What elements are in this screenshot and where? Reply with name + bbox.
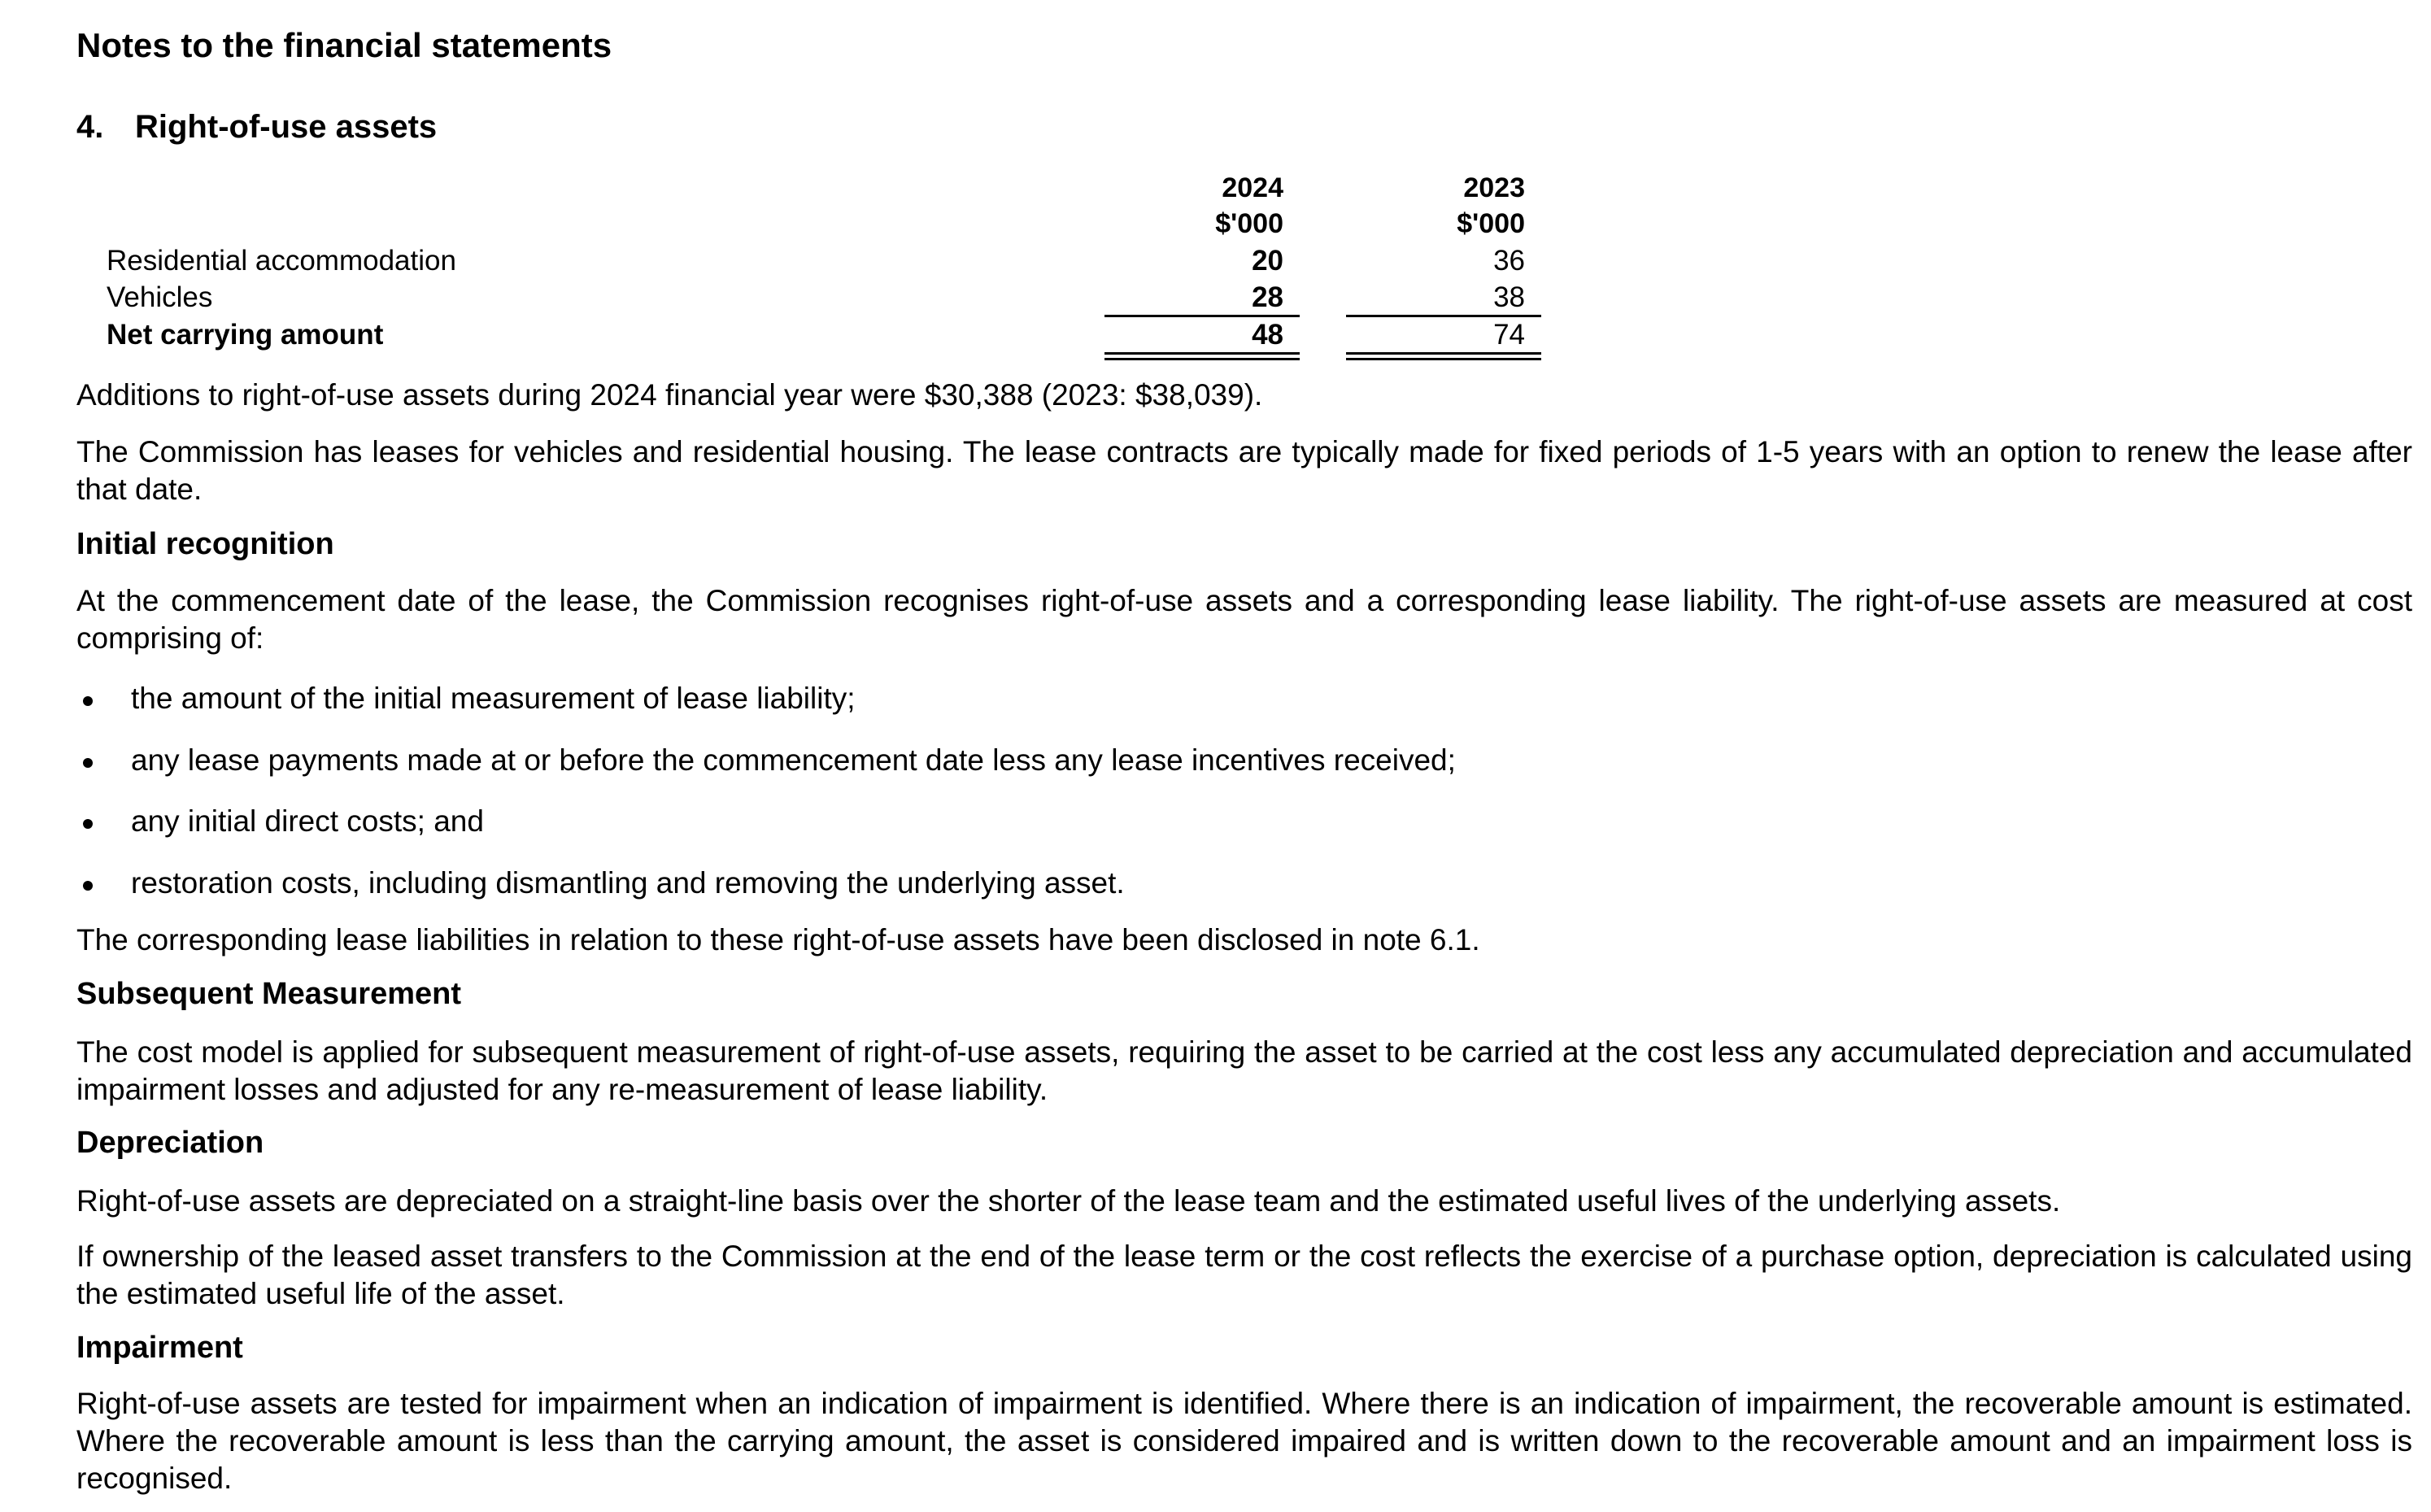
section-title [76,109,437,146]
bullet-icon [83,881,93,891]
list-item: any initial direct costs; and [131,804,484,838]
column-year-2024: 2024 [1222,172,1283,203]
list-item: restoration costs, including dismantling and removing the underlying asset. [131,866,1125,900]
paragraph-depreciation-1: Right-of-use assets are depreciated on a straight-line basis over the shorter of the lease team and the estimated useful lives of the underlying assets. [76,1184,2061,1218]
column-unit-2024: $'000 [1215,208,1283,239]
column-year-2023: 2023 [1463,172,1525,203]
paragraph-depreciation-2: If ownership of the leased asset transfers to the Commission at the end of the lease term or the cost reflects the exercise of a purchase option, depreciation is calculated using the estimated useful life of the asset. [76,1240,2412,1310]
list-item: any lease payments made at or before the commencement date less any lease incentives received; [131,743,1456,777]
section-number: 4. [76,109,104,145]
table-double-rule [1346,358,1541,360]
table-cell: 38 [1493,281,1525,313]
table-row-label: Residential accommodation [107,245,456,277]
table-row-label: Vehicles [107,281,213,313]
paragraph-corresponding: The corresponding lease liabilities in relation to these right-of-use assets have been disclosed in note 6.1. [76,923,1480,956]
heading-impairment: Impairment [76,1331,243,1365]
page-title: Notes to the financial statements [76,26,612,64]
heading-depreciation: Depreciation [76,1126,264,1160]
table-total-label: Net carrying amount [107,319,384,351]
list-item: the amount of the initial measurement of lease liability; [131,682,856,715]
table-rule [1346,315,1541,317]
paragraph-additions: Additions to right-of-use assets during 2024 financial year were $30,388 (2023: $38,039). [76,378,1263,412]
paragraph-leases: The Commission has leases for vehicles and residential housing. The lease contracts are typically made for fixed periods of 1-5 years with an option to renew the lease after that date. [76,435,2412,506]
table-cell: 28 [1252,281,1283,313]
table-total-cell: 48 [1252,319,1283,351]
heading-subsequent-measurement: Subsequent Measurement [76,977,461,1011]
table-cell: 20 [1252,245,1283,277]
table-double-rule [1104,358,1300,360]
bullet-icon [83,758,93,768]
column-unit-2023: $'000 [1457,208,1525,239]
table-double-rule [1346,352,1541,355]
paragraph-impairment: Right-of-use assets are tested for impairment when an indication of impairment is identified. Where there is an indication of impairment, the recoverable amount is estimated. Where the recoverable amount is less than the carrying amount, the asset is considered impaired and is written down to the recoverable amount and an impairment loss is recognised. [76,1387,2412,1495]
table-rule [1104,315,1300,317]
section-title-text: Right-of-use assets [135,109,438,145]
table-double-rule [1104,352,1300,355]
table-total-cell: 74 [1493,319,1525,351]
table-cell: 36 [1493,245,1525,277]
paragraph-initial-recognition: At the commencement date of the lease, the Commission recognises right-of-use assets and a corresponding lease liability. The right-of-use assets are measured at cost comprising of: [76,584,2412,655]
bullet-icon [83,819,93,829]
bullet-icon [83,696,93,706]
heading-initial-recognition: Initial recognition [76,527,334,561]
paragraph-subsequent-measurement: The cost model is applied for subsequent measurement of right-of-use assets, requiring the asset to be carried at the cost less any accumulated depreciation and accumulated impairment losses and adjusted for any re-measurement of lease liability. [76,1035,2412,1106]
